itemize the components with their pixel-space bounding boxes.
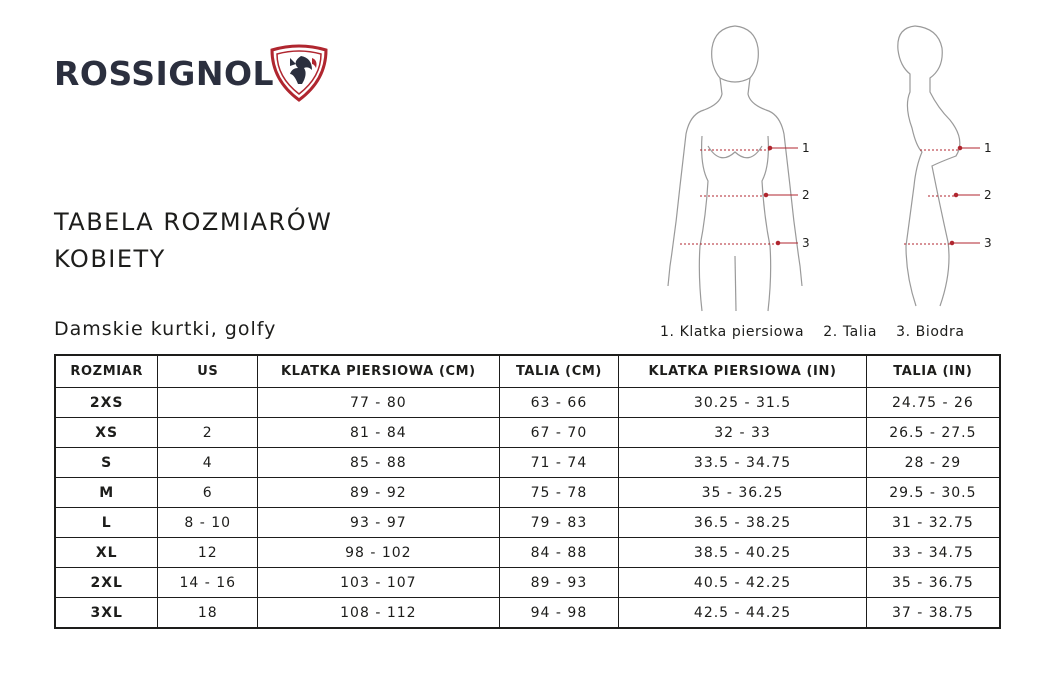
cell-size: L (55, 508, 158, 538)
cell-size: 2XS (55, 388, 158, 418)
cell-chest-cm: 93 - 97 (258, 508, 499, 538)
cell-waist-cm: 79 - 83 (499, 508, 619, 538)
cell-waist-in: 26.5 - 27.5 (866, 418, 1000, 448)
front-marker-2: 2 (802, 188, 810, 202)
front-marker-3: 3 (802, 236, 810, 250)
cell-chest-in: 33.5 - 34.75 (619, 448, 866, 478)
cell-waist-in: 24.75 - 26 (866, 388, 1000, 418)
cell-chest-in: 35 - 36.25 (619, 478, 866, 508)
cell-us: 2 (158, 418, 258, 448)
body-measurement-figures (660, 16, 1000, 316)
side-marker-1: 1 (984, 141, 992, 155)
legend-item-chest: 1. Klatka piersiowa (660, 324, 805, 340)
table-row (55, 598, 1000, 629)
front-figure (668, 26, 802, 311)
side-figure (898, 26, 960, 306)
cell-waist-cm: 63 - 66 (499, 388, 619, 418)
cell-chest-in: 42.5 - 44.25 (619, 598, 866, 629)
header-waist-cm: TALIA (CM) (499, 355, 619, 388)
table-row (55, 568, 1000, 598)
cell-chest-cm: 81 - 84 (258, 418, 499, 448)
front-marker-1: 1 (802, 141, 810, 155)
legend-item-waist: 2. Talia (823, 324, 878, 340)
cell-chest-cm: 103 - 107 (258, 568, 499, 598)
cell-size: 2XL (55, 568, 158, 598)
cell-chest-cm: 108 - 112 (258, 598, 499, 629)
cell-waist-in: 31 - 32.75 (866, 508, 1000, 538)
cell-size: 3XL (55, 598, 158, 629)
page-subtitle-gender: KOBIETY (54, 245, 166, 273)
header-size: ROZMIAR (55, 355, 158, 388)
cell-size: XS (55, 418, 158, 448)
cell-chest-in: 30.25 - 31.5 (619, 388, 866, 418)
cell-us (158, 388, 258, 418)
cell-chest-cm: 98 - 102 (258, 538, 499, 568)
cell-waist-in: 35 - 36.75 (866, 568, 1000, 598)
cell-waist-in: 29.5 - 30.5 (866, 478, 1000, 508)
legend-item-hips: 3. Biodra (896, 324, 965, 340)
header-chest-in: KLATKA PIERSIOWA (IN) (619, 355, 866, 388)
cell-chest-in: 38.5 - 40.25 (619, 538, 866, 568)
cell-waist-in: 33 - 34.75 (866, 538, 1000, 568)
cell-chest-cm: 85 - 88 (258, 448, 499, 478)
cell-size: S (55, 448, 158, 478)
cell-us: 4 (158, 448, 258, 478)
header-us: US (158, 355, 258, 388)
rossignol-logo (54, 44, 334, 104)
cell-waist-cm: 89 - 93 (499, 568, 619, 598)
page-title: TABELA ROZMIARÓW (54, 208, 333, 236)
table-row (55, 418, 1000, 448)
product-category: Damskie kurtki, golfy (54, 318, 277, 340)
cell-us: 8 - 10 (158, 508, 258, 538)
header-waist-in: TALIA (IN) (866, 355, 1000, 388)
measurement-markers (680, 146, 980, 245)
cell-us: 14 - 16 (158, 568, 258, 598)
cell-us: 12 (158, 538, 258, 568)
cell-chest-in: 32 - 33 (619, 418, 866, 448)
cell-size: XL (55, 538, 158, 568)
side-marker-2: 2 (984, 188, 992, 202)
table-row (55, 538, 1000, 568)
cell-chest-in: 36.5 - 38.25 (619, 508, 866, 538)
cell-waist-in: 28 - 29 (866, 448, 1000, 478)
side-marker-3: 3 (984, 236, 992, 250)
table-row (55, 388, 1000, 418)
table-row (55, 508, 1000, 538)
cell-chest-cm: 77 - 80 (258, 388, 499, 418)
cell-us: 6 (158, 478, 258, 508)
cell-waist-cm: 71 - 74 (499, 448, 619, 478)
cell-size: M (55, 478, 158, 508)
header-chest-cm: KLATKA PIERSIOWA (CM) (258, 355, 499, 388)
cell-waist-in: 37 - 38.75 (866, 598, 1000, 629)
size-table (54, 354, 1001, 629)
measurement-legend (660, 324, 965, 340)
cell-waist-cm: 84 - 88 (499, 538, 619, 568)
rooster-shield-icon (268, 44, 330, 102)
cell-chest-in: 40.5 - 42.25 (619, 568, 866, 598)
cell-waist-cm: 67 - 70 (499, 418, 619, 448)
cell-waist-cm: 75 - 78 (499, 478, 619, 508)
cell-waist-cm: 94 - 98 (499, 598, 619, 629)
brand-name: ROSSIGNOL (54, 54, 275, 93)
table-header-row (55, 355, 1000, 388)
cell-us: 18 (158, 598, 258, 629)
table-row (55, 478, 1000, 508)
table-row (55, 448, 1000, 478)
cell-chest-cm: 89 - 92 (258, 478, 499, 508)
